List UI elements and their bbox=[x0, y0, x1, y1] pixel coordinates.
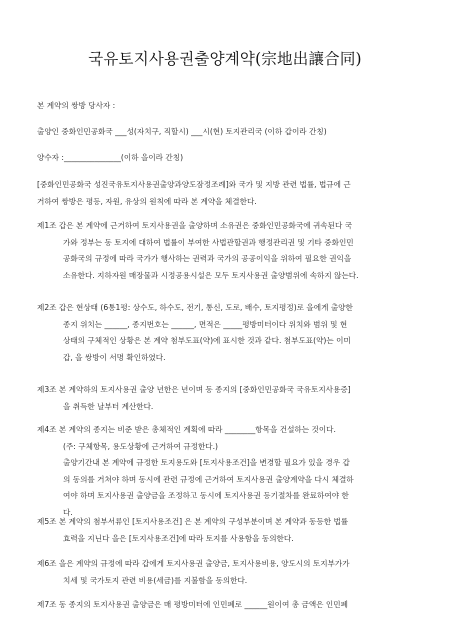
article-7 bbox=[37, 597, 423, 614]
preamble bbox=[37, 177, 423, 210]
article-line: 효력을 지닌다 을은 [토지사용조건]에 따라 토지를 사용함을 동의한다. bbox=[63, 533, 294, 543]
article-line: 제1조 갑은 본 계약에 근거하여 토지사용권을 출양하며 소유권은 중화인민공화국에 귀속된다 국 bbox=[37, 221, 353, 230]
article-line: 공화국의 규정에 따라 국가가 행사하는 권력과 국가의 공공이익을 위하여 필요한 권익을 bbox=[63, 254, 352, 264]
article-line: 출양기간내 본 계약에 규정한 토지용도와 [토지사용조건]을 변경할 필요가 있을 경우 갑 bbox=[63, 458, 350, 468]
article-line: 제4조 본 계약의 종지는 비준 받은 총체적인 계획에 따라 ________항목을 건설하는 것이다. bbox=[37, 425, 336, 434]
article-line: 상태의 구체적인 상황은 본 계약 첨부도표(약)에 표시한 것과 같다. 첨부도표(약)는 이미 bbox=[63, 336, 351, 346]
preamble-line: 거하여 쌍방은 평등, 자원, 유상의 원칙에 따라 본 계약을 체결한다. bbox=[37, 196, 257, 206]
article-4 bbox=[37, 422, 423, 522]
article-1 bbox=[37, 218, 423, 284]
article-line: 제3조 본 계약하의 토지사용권 출양 년한은 년이며 동 종지의 [중화인민공화국 국유토지사용증] bbox=[37, 385, 351, 394]
preamble-line: [중화인민공화국 성진국유토지사용권출양과양도잠정조례]와 국가 및 지방 관련 법률, 법규에 근 bbox=[37, 180, 351, 189]
article-line: (주: 구체항목, 용도상황에 근거하여 규정한다.) bbox=[63, 441, 219, 451]
article-line: 의 동의를 거쳐야 하며 동시에 관련 규정에 근거하여 토지사용권 출양계약을 다시 체결하 bbox=[63, 474, 354, 484]
article-line: 소유한다. 지하자원 매장물과 시정공용시설은 모두 토지사용권 출양범위에 속하지 않는다. bbox=[63, 270, 359, 280]
article-5 bbox=[37, 514, 423, 547]
article-line: 여야 하며 토지사용권 출양금을 조정하고 동시에 토지사용권 등기절차를 완료하여야 한 bbox=[63, 491, 349, 501]
article-6 bbox=[37, 556, 423, 589]
article-line: 제2조 갑은 현상태 (6통1평: 상수도, 하수도, 전기, 통신, 도로, 배수, 토지평정)로 을에게 출양한 bbox=[37, 303, 353, 312]
article-line: 다. bbox=[63, 507, 73, 517]
article-2 bbox=[37, 300, 423, 366]
article-line: 제6조 을은 계약의 규정에 따라 갑에게 토지사용권 출양금, 토지사용비용, 양도시의 토지부가가 bbox=[37, 559, 350, 568]
article-line: 제5조 본 계약의 첨부서류인 [토지사용조건] 은 본 계약의 구성부분이며 본 계약과 동등한 법률 bbox=[37, 517, 349, 526]
article-line: 을 취득한 날부터 계산한다. bbox=[63, 401, 154, 411]
document-title: 국유토지사용권출양계약(宗地出讓合同) bbox=[88, 50, 362, 68]
article-line: 종지 위치는 ______, 종지번호는 ______, 면적은 _____평방미터이다 위치와 범위 및 현 bbox=[63, 319, 348, 329]
article-line: 제7조 동 종지의 토지사용권 출양금은 매 평방미터에 인민폐로 ______원이여 총 금액은 인민폐 bbox=[37, 600, 348, 609]
transferee-line: 양수자 :_______________(이하 을이라 간칭) bbox=[37, 153, 184, 162]
article-line: 갑, 을 쌍방이 서명 확인하였다. bbox=[63, 352, 166, 362]
parties-heading: 본 계약의 쌍방 당사자 : bbox=[37, 101, 116, 110]
article-3 bbox=[37, 382, 423, 415]
article-line: 치세 및 국가토지 관련 비용(세금)를 지불함을 동의한다. bbox=[63, 575, 248, 585]
article-line: 가와 정부는 동 토지에 대하여 법률이 부여한 사법관할권과 행정관리권 및 기타 중화인민 bbox=[63, 237, 354, 247]
transferor-line: 출양인 중화인민공화국 ___성(자치구, 직할시) ___시(현) 토지관리국 (이하 갑이라 간칭) bbox=[37, 127, 327, 136]
